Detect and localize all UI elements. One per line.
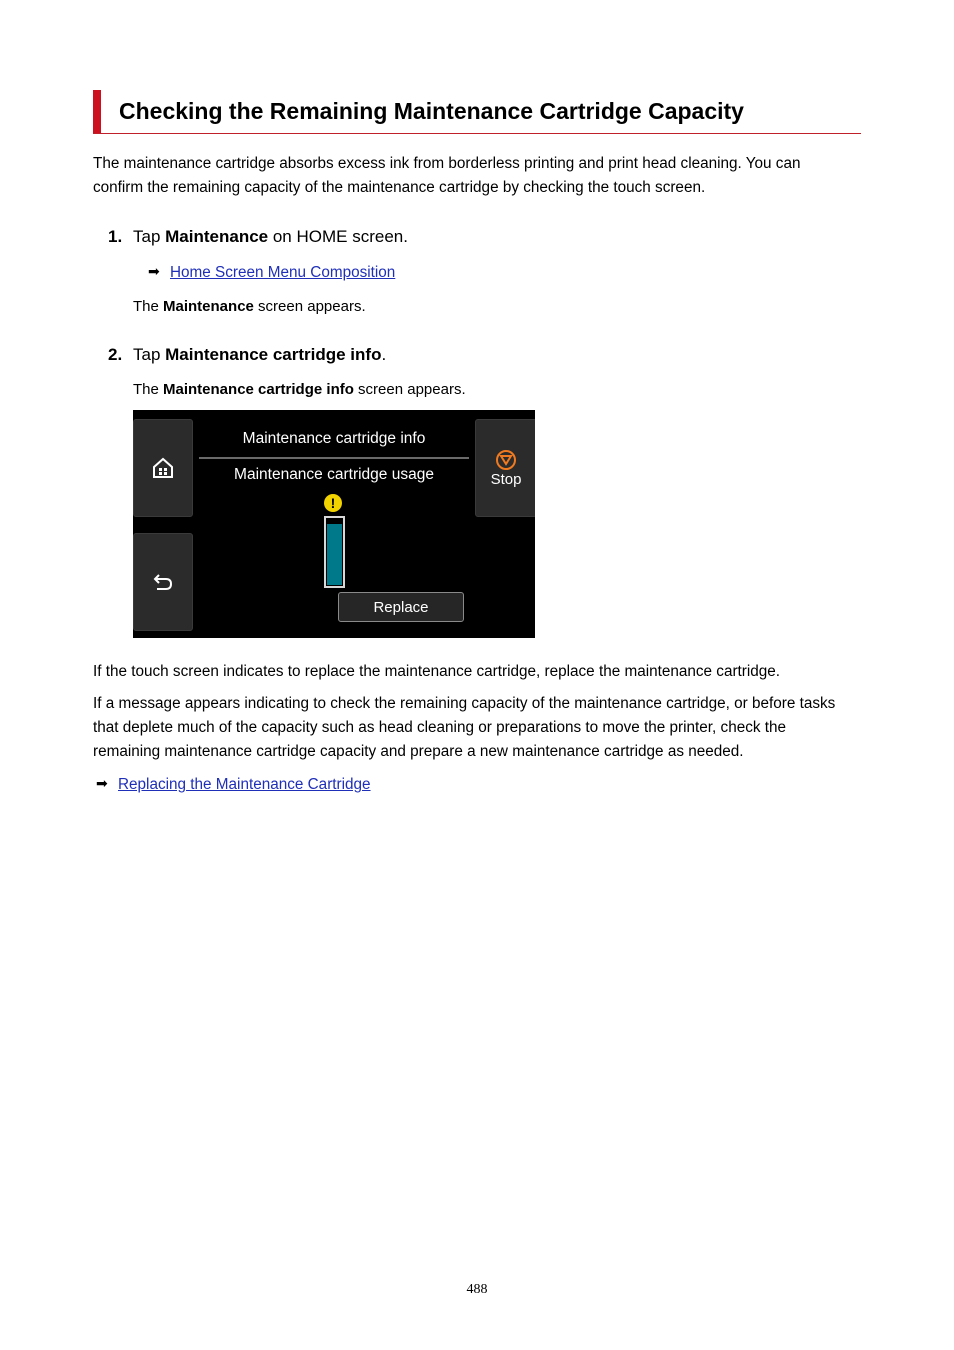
link-row-home-menu xyxy=(148,263,395,282)
stop-button[interactable] xyxy=(475,419,535,517)
step-1-result xyxy=(133,298,366,315)
replacing-cartridge-link[interactable]: Replacing the Maintenance Cartridge xyxy=(118,776,371,793)
step-text-suffix: . xyxy=(381,345,387,364)
usage-gauge xyxy=(324,516,345,588)
usage-gauge-fill xyxy=(327,524,342,585)
intro-paragraph: The maintenance cartridge absorbs excess ink from borderless printing and print head cleaning. You can confirm the remaining capacity of the maintenance cartridge by checking the touch screen. xyxy=(93,155,801,196)
step-text-prefix: Tap xyxy=(133,227,166,246)
check-paragraph: If a message appears indicating to check the remaining capacity of the maintenance cartridge, or before tasks that deplete much of the capacity such as head cleaning or preparations to move the printer, check the remaining maintenance cartridge capacity and prepare a new maintenance cartridge as needed. xyxy=(93,695,836,760)
page-number: 488 xyxy=(466,1282,488,1297)
replace-button[interactable]: Replace xyxy=(338,592,464,622)
arrow-right-icon: ➡ xyxy=(148,263,160,279)
home-button[interactable] xyxy=(133,419,193,517)
warning-icon: ! xyxy=(324,494,342,512)
step-text-prefix: Tap xyxy=(133,345,166,364)
result-prefix: The xyxy=(133,298,164,315)
result-suffix: screen appears. xyxy=(353,381,466,398)
arrow-right-icon: ➡ xyxy=(96,775,108,791)
stop-icon xyxy=(495,449,517,471)
step-1 xyxy=(108,227,408,247)
step-2 xyxy=(108,345,386,365)
heading-accent-bar xyxy=(93,90,101,133)
step-text-suffix: on HOME screen. xyxy=(268,227,408,246)
step-number: 1. xyxy=(108,227,123,246)
step-number: 2. xyxy=(108,345,123,364)
back-icon xyxy=(152,572,174,592)
stop-label: Stop xyxy=(490,470,522,488)
step-2-result xyxy=(133,381,466,398)
home-icon xyxy=(151,456,175,480)
section-heading xyxy=(93,90,861,134)
link-row-replacing xyxy=(96,775,371,794)
touch-screen-image xyxy=(133,410,535,638)
step-bold-term: Maintenance xyxy=(165,227,269,246)
result-bold: Maintenance xyxy=(163,298,254,315)
result-prefix: The xyxy=(133,381,164,398)
home-screen-menu-link[interactable]: Home Screen Menu Composition xyxy=(170,264,396,281)
replace-paragraph: If the touch screen indicates to replace the maintenance cartridge, replace the maintenance cartridge. xyxy=(93,663,781,680)
result-suffix: screen appears. xyxy=(253,298,366,315)
page-title: Checking the Remaining Maintenance Cartridge Capacity xyxy=(119,98,744,124)
back-button[interactable] xyxy=(133,533,193,631)
screen-title: Maintenance cartridge info xyxy=(242,430,426,447)
screen-divider xyxy=(199,457,469,459)
screen-subtitle: Maintenance cartridge usage xyxy=(234,466,434,483)
result-bold: Maintenance cartridge info xyxy=(163,381,354,398)
step-bold-term: Maintenance cartridge info xyxy=(165,345,382,364)
